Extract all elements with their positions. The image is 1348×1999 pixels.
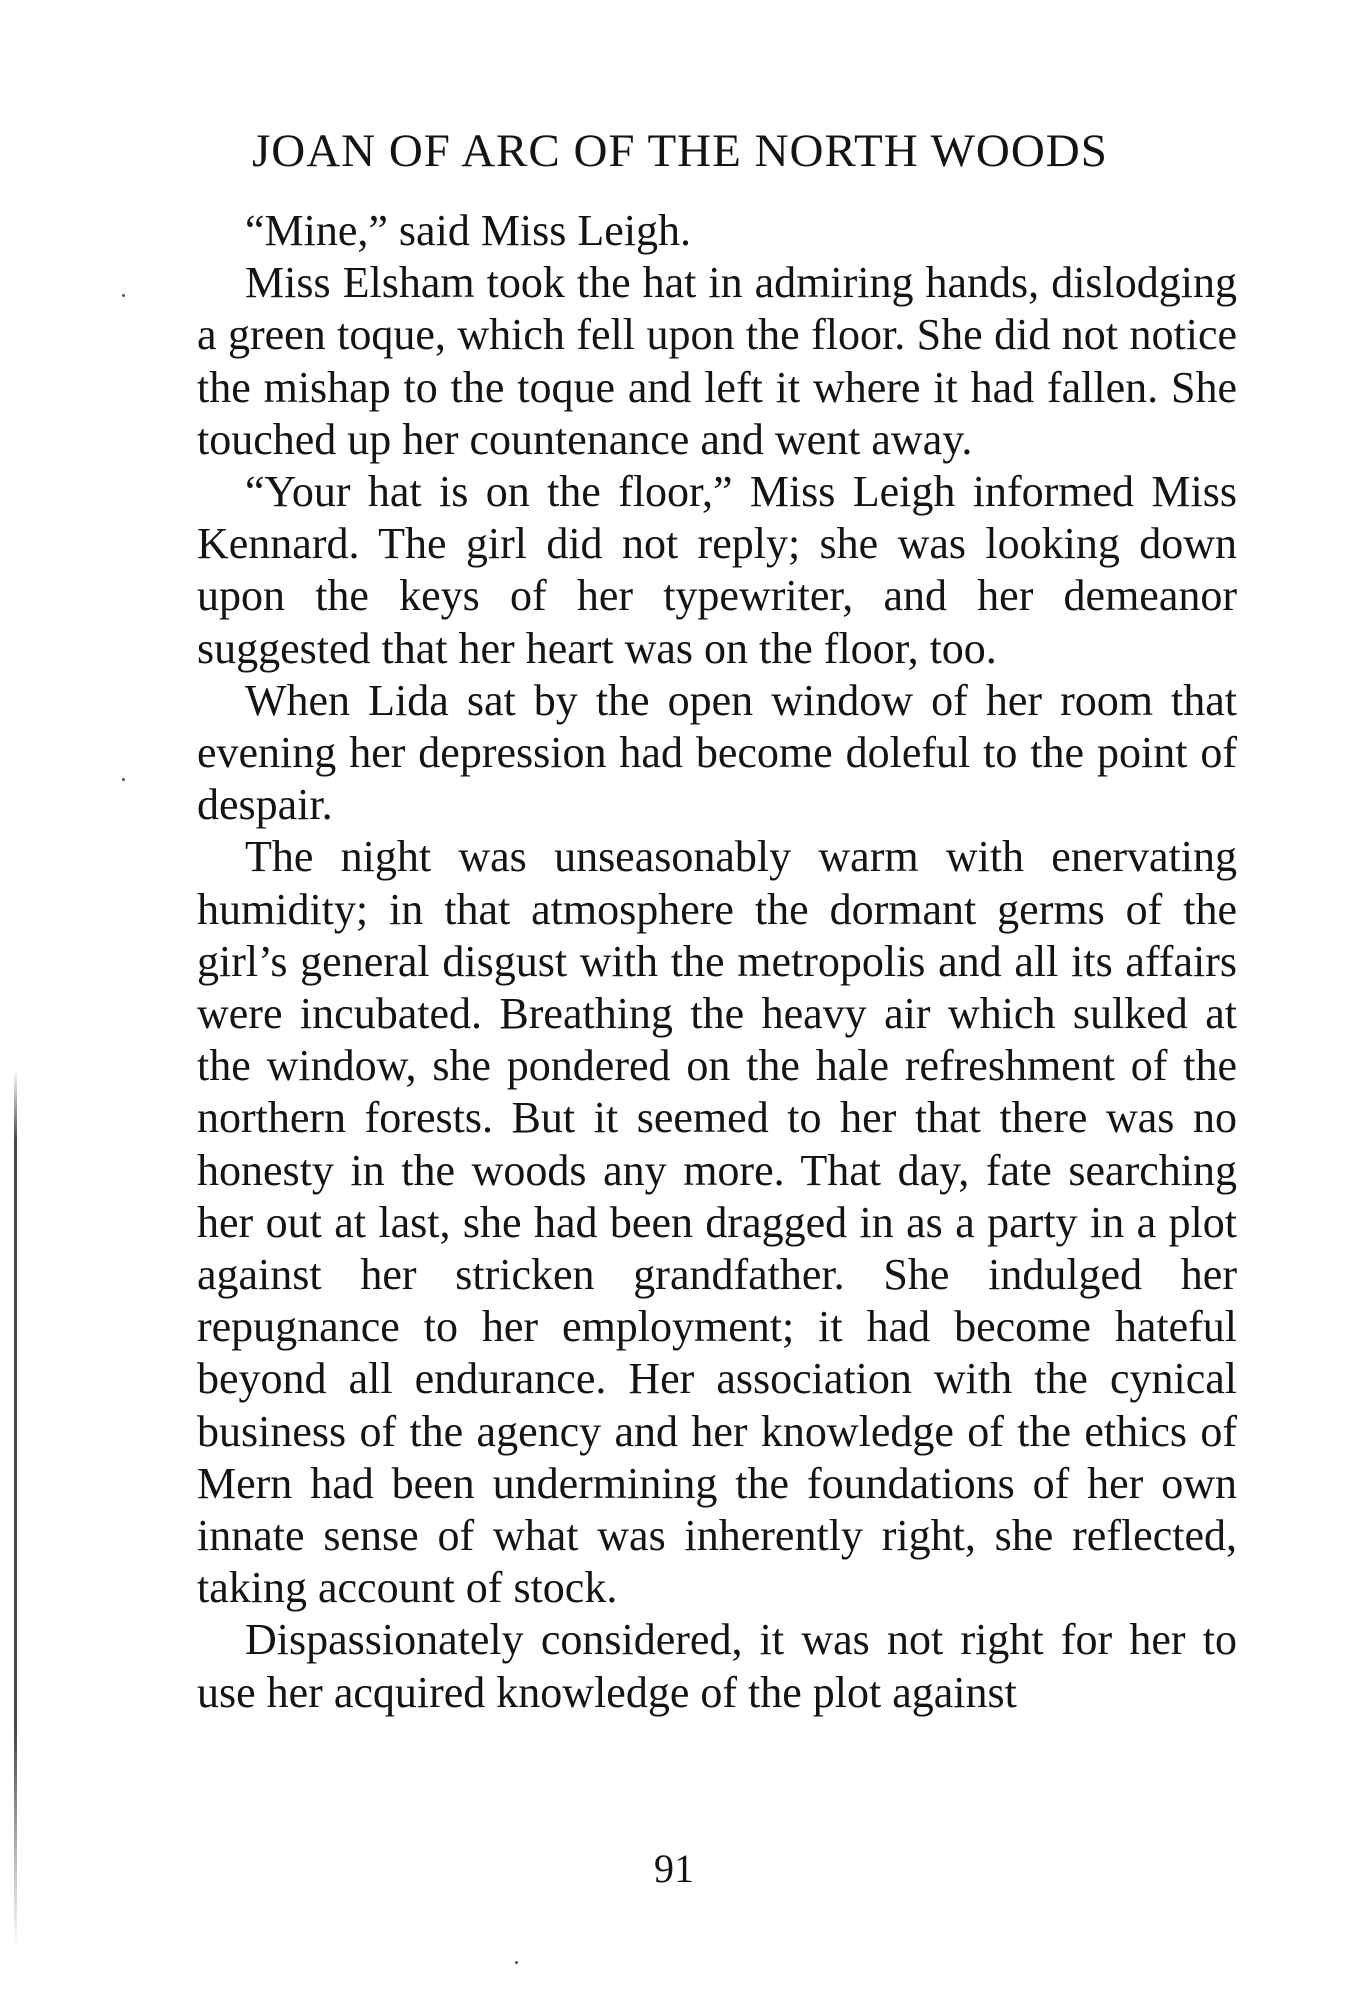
paragraph: The night was unseasonably warm with enervating humidity; in that atmosphere the dormant germs of the girl’s general disgust with the metropolis and all its affairs were incubated. Breathing the heavy air which sulked at the window, she pondered on the hale refreshment of the northern forests. But it seemed to her that there was no honesty in the woods any more. That day, fate searching her out at last, she had been dragged in as a party in a plot against her stricken grandfather. She indulged her repugnance to her employment; it had become hateful beyond all endurance. Her association with the cynical business of the agency and her knowledge of the ethics of Mern had been undermining the foundations of her own innate sense of what was inherently right, she reflected, taking account of stock. — [197, 832, 1237, 1613]
paragraph: Miss Elsham took the hat in admiring hands, dislodging a green toque, which fell upon the floor. She did not notice the mishap to the toque and left it where it had fallen. She touched up her countenance and went away. — [197, 258, 1237, 464]
binding-gutter-shadow — [14, 1070, 17, 1950]
paragraph: “Mine,” said Miss Leigh. — [245, 206, 692, 255]
scan-speck — [515, 1961, 518, 1964]
paragraph: “Your hat is on the floor,” Miss Leigh informed Miss Kennard. The girl did not reply; she was looking down upon the keys of her typewriter, and her demeanor suggested that her heart was on the floor, too. — [197, 467, 1237, 673]
paragraph: Dispassionately considered, it was not right for her to use her acquired knowledge of the plot against — [197, 1615, 1237, 1717]
page-number: 91 — [654, 1846, 694, 1891]
scan-speck — [122, 778, 125, 781]
running-head: JOAN OF ARC OF THE NORTH WOODS — [252, 125, 1108, 177]
body-text — [197, 205, 1237, 1719]
paragraph: When Lida sat by the open window of her room that evening her depression had become doleful to the point of despair. — [197, 675, 1237, 830]
scan-speck — [122, 294, 125, 297]
